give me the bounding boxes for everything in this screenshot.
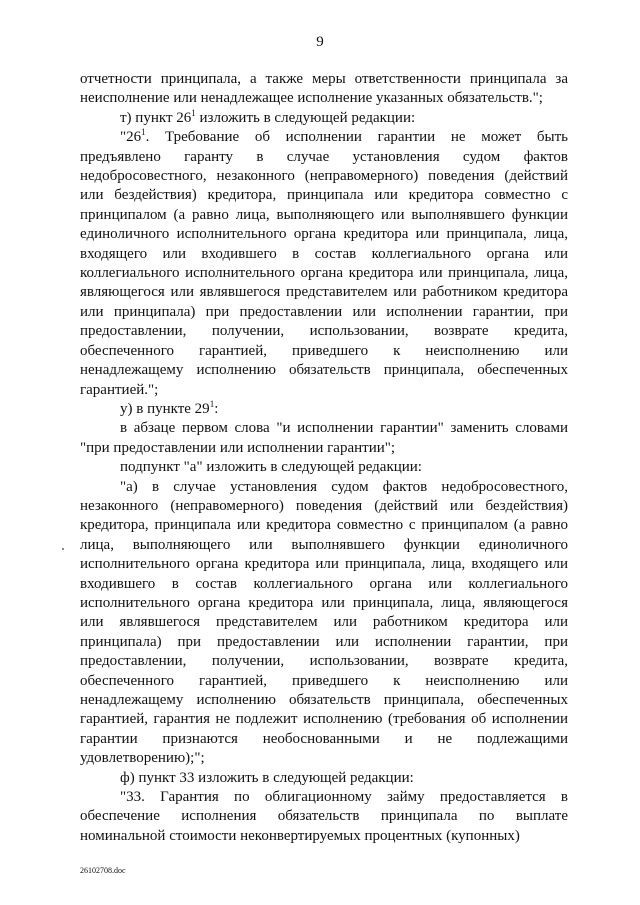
document-body xyxy=(80,70,568,846)
superscript: 1 xyxy=(141,127,146,138)
paragraph-item-f: ф) пункт 33 изложить в следующей редакции: xyxy=(120,769,414,786)
paragraph-item-t xyxy=(80,109,568,128)
paragraph-subitem-a-text: "а) в случае установления судом фактов недобросовестного, незаконного (неправомерного) поведения (действий или бездействия) кредитора, принципала или кредитора совместно с принципалом (а равно лица, выполняющего или выполнявшего функции единоличного исполнительного органа кредитора или принципала, лица, входящего или входившего в состав коллегиального органа или коллегиального исполнительного органа кредитора или принципала, лица, являющегося или являвшегося представителем или работником кредитора или принципала) при предоставлении или исполнении гарантии, при предоставлении, получении, использовании, возврате кредита, обеспеченного гарантией, приведшего к неисполнению или ненадлежащему исполнению обязательств принципала, обеспеченных гарантией, гарантия не подлежит исполнению (требования об исполнении гарантии признаются необоснованными и не подлежащими удовлетворению);"; xyxy=(80,478,568,767)
item-u-text: у) в пункте 29 xyxy=(120,400,210,417)
clause-26-1-text: . Требование об исполнении гарантии не может быть предъявлено гаранту в случае установления судом фактов недобросовестного, незаконного (неправомерного) поведения (действий или бездействия) кредитора, принципала или кредитора совместно с принципалом (а равно лица, выполняющего или выполнявшего функции единоличного исполнительного органа кредитора или принципала, лица, входящего или входившего в состав коллегиального органа или коллегиального исполнительного органа кредитора или принципала, лица, являющегося или являвшегося представителем или работником кредитора или принципала) при предоставлении или исполнении гарантии, при предоставлении, получении, использовании, возврате кредита, обеспеченного гарантией, приведшего к неисполнению или ненадлежащему исполнению обязательств принципала, обеспеченных гарантией."; xyxy=(80,129,568,398)
paragraph-clause-33: "33. Гарантия по облигационному займу предоставляется в обеспечение исполнения обязательств принципала по выплате номинальной стоимости неконвертируемых процентных (купонных) xyxy=(80,789,568,844)
paragraph-continuation: отчетности принципала, а также меры ответственности принципала за неисполнение или ненадлежащее исполнение указанных обязательств."; xyxy=(80,71,568,107)
paragraph-item-u xyxy=(80,400,568,419)
scan-mark xyxy=(62,548,64,550)
page-number: 9 xyxy=(316,34,324,50)
superscript: 1 xyxy=(209,398,215,409)
paragraph-clause-26-1 xyxy=(80,128,568,400)
item-t-text: т) пункт 26 xyxy=(120,109,192,126)
paragraph-abzac: в абзаце первом слова "и исполнении гарантии" заменить словами "при предоставлении или исполнении гарантии"; xyxy=(80,420,568,456)
paragraph-subitem-a: подпункт "а" изложить в следующей редакции: xyxy=(120,459,422,476)
superscript: 1 xyxy=(191,107,196,118)
item-t-tail: изложить в следующей редакции: xyxy=(195,109,416,126)
clause-26-1-start: "26 xyxy=(120,129,142,146)
file-name-footer: 26102708.doc xyxy=(80,866,126,875)
item-u-tail: : xyxy=(214,400,219,417)
